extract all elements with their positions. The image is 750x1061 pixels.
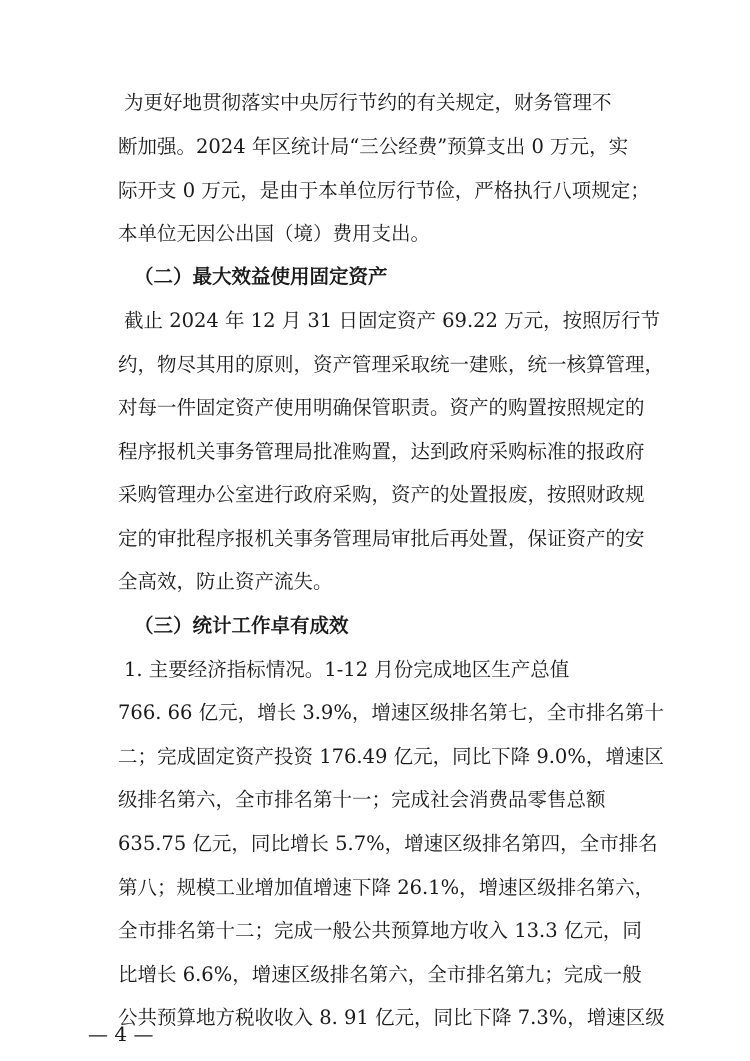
body-text-line: 比增长 6.6%，增速区级排名第六，全市排名第九；完成一般 — [118, 963, 642, 986]
body-text-line: 采购管理办公室进行政府采购，资产的处置报废，按照财政规 — [118, 483, 645, 506]
body-text-line: 635.75 亿元，同比增长 5.7%，增速区级排名第四，全市排名 — [118, 832, 658, 855]
body-text-line: 约，物尽其用的原则，资产管理采取统一建账，统一核算管理， — [118, 353, 665, 376]
body-text-line: 全高效，防止资产流失。 — [118, 570, 333, 593]
body-text-line: 公共预算地方税收收入 8. 91 亿元，同比下降 7.3%，增速区级 — [118, 1006, 665, 1029]
body-text-line: 际开支 0 万元，是由于本单位厉行节俭，严格执行八项规定； — [118, 179, 650, 202]
body-text-line: 程序报机关事务管理局批准购置，达到政府采购标准的报政府 — [118, 440, 645, 463]
page-number: — 4 — — [88, 1022, 154, 1046]
body-text-line: 截止 2024 年 12 月 31 日固定资产 69.22 万元，按照厉行节 — [124, 309, 661, 332]
body-text-line: 第八；规模工业增加值增速下降 26.1%，增速区级排名第六， — [118, 876, 655, 899]
section-heading: （二）最大效益使用固定资产 — [134, 265, 388, 288]
body-text-line: 766. 66 亿元，增长 3.9%，增速区级排名第七，全市排名第十 — [118, 701, 664, 724]
body-text-line: 二；完成固定资产投资 176.49 亿元，同比下降 9.0%，增速区 — [118, 745, 664, 768]
body-text-line: 本单位无因公出国（境）费用支出。 — [118, 222, 431, 245]
body-text-line: 对每一件固定资产使用明确保管职责。资产的购置按照规定的 — [118, 396, 645, 419]
body-text-line: 1. 主要经济指标情况。1-12 月份完成地区生产总值 — [124, 658, 570, 681]
body-text-line: 定的审批程序报机关事务管理局审批后再处置，保证资产的安 — [118, 527, 645, 550]
body-text-line: 为更好地贯彻落实中央厉行节约的有关规定，财务管理不 — [124, 91, 612, 114]
body-text-line: 全市排名第十二；完成一般公共预算地方收入 13.3 亿元，同 — [118, 919, 642, 942]
body-text-line: 级排名第六，全市排名第十一；完成社会消费品零售总额 — [118, 788, 606, 811]
section-heading: （三）统计工作卓有成效 — [134, 614, 349, 637]
body-text-line: 断加强。2024 年区统计局“三公经费”预算支出 0 万元，实 — [118, 135, 629, 158]
